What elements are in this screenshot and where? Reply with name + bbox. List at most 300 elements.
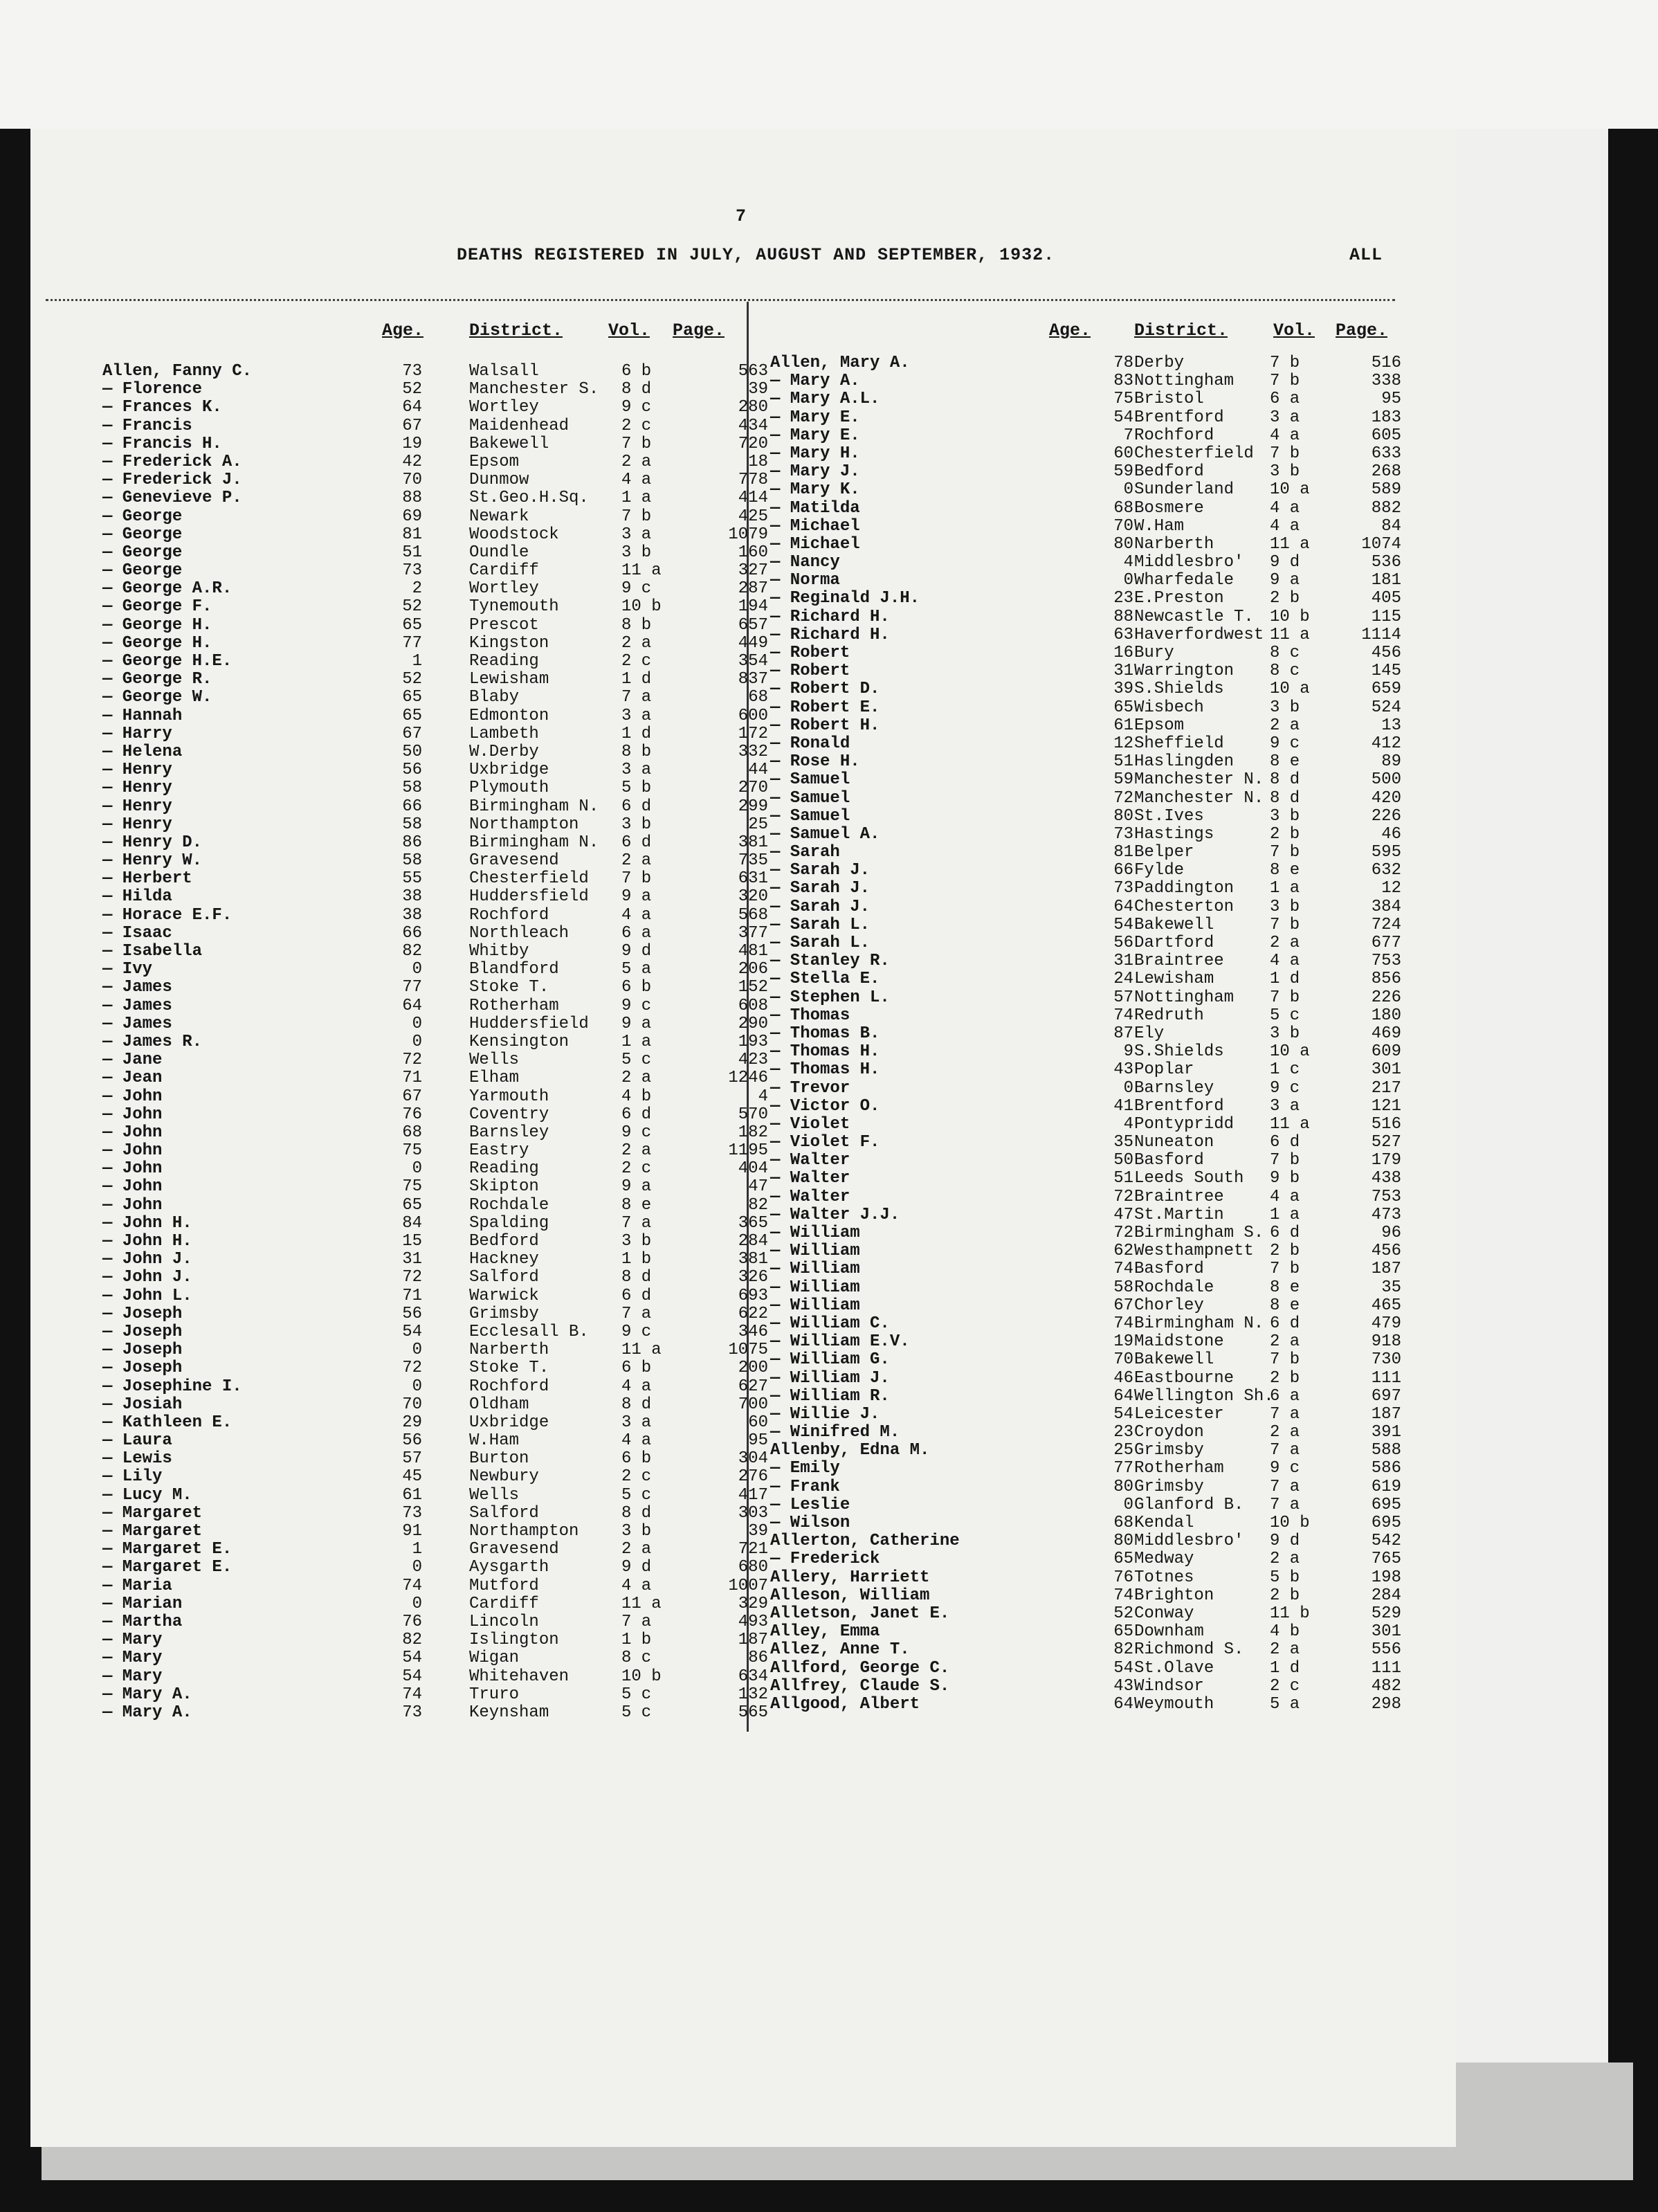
entry-district: Paddington xyxy=(1134,879,1235,898)
entry-name: — Walter xyxy=(770,1187,850,1206)
entry-name: — Frances K. xyxy=(102,398,222,417)
entry-name: — John xyxy=(102,1195,163,1215)
entry-age: 77 xyxy=(402,978,422,997)
entry-district: Poplar xyxy=(1134,1060,1194,1080)
entry-name: Allford, George C. xyxy=(770,1658,950,1678)
entry-volume: 11 a xyxy=(621,1341,662,1360)
entry-name: — Matilda xyxy=(770,498,860,518)
entry-district: Grimsby xyxy=(1134,1477,1204,1496)
entry-name: — Robert E. xyxy=(770,698,880,717)
entry-age: 0 xyxy=(1123,1495,1133,1514)
entry-volume: 9 a xyxy=(621,887,652,907)
entry-name: Alleson, William xyxy=(770,1586,930,1605)
entry-page: 449 xyxy=(738,633,768,653)
entry-page: 695 xyxy=(1371,1514,1401,1532)
page-number: 7 xyxy=(736,206,747,226)
entry-page: 438 xyxy=(1371,1169,1401,1188)
entry-volume: 1 d xyxy=(1270,970,1300,989)
entry-district: Blandford xyxy=(469,960,559,979)
entry-age: 54 xyxy=(1113,408,1133,427)
entry-volume: 9 d xyxy=(621,942,652,961)
entry-district: Maidstone xyxy=(1134,1332,1224,1352)
entry-volume: 6 b xyxy=(621,1449,652,1469)
entry-volume: 7 a xyxy=(621,688,652,707)
entry-volume: 2 c xyxy=(1270,1676,1300,1696)
entry-age: 0 xyxy=(412,1341,422,1360)
entry-age: 81 xyxy=(1113,843,1133,862)
entry-page: 39 xyxy=(748,380,768,399)
entry-district: Wharfedale xyxy=(1134,571,1235,590)
entry-name: — William xyxy=(770,1242,860,1261)
entry-page: 181 xyxy=(1371,571,1401,590)
entry-volume: 11 a xyxy=(1270,625,1310,644)
entry-district: Derby xyxy=(1134,354,1185,372)
entry-page: 365 xyxy=(738,1213,768,1233)
entry-age: 55 xyxy=(402,869,422,889)
entry-age: 82 xyxy=(402,942,422,961)
entry-name: — Wilson xyxy=(770,1514,850,1532)
entry-name: — Joseph xyxy=(102,1341,183,1360)
entry-name: — Maria xyxy=(102,1576,172,1595)
entry-age: 80 xyxy=(1113,1532,1133,1551)
entry-age: 73 xyxy=(1113,879,1133,898)
entry-volume: 6 d xyxy=(1270,1133,1300,1152)
entry-age: 67 xyxy=(402,416,422,435)
entry-district: Reading xyxy=(469,652,539,671)
entry-name: — John H. xyxy=(102,1232,192,1251)
entry-age: 62 xyxy=(1113,1242,1133,1261)
entry-name: — Emily xyxy=(770,1459,840,1478)
entry-district: E.Preston xyxy=(1134,589,1224,608)
entry-volume: 5 a xyxy=(1270,1694,1300,1714)
entry-district: Bakewell xyxy=(1134,915,1214,934)
entry-page: 187 xyxy=(738,1631,768,1650)
entry-age: 56 xyxy=(402,1304,422,1323)
entry-age: 77 xyxy=(1113,1459,1133,1478)
entry-page: 182 xyxy=(738,1123,768,1142)
entry-district: Wells xyxy=(469,1485,520,1505)
entry-district: Ecclesall B. xyxy=(469,1322,589,1341)
entry-name: — Henry D. xyxy=(102,833,203,852)
entry-age: 15 xyxy=(402,1232,422,1251)
entry-volume: 8 e xyxy=(1270,752,1300,772)
entry-name: — Frederick J. xyxy=(102,471,242,490)
entry-district: Birmingham N. xyxy=(1134,1314,1264,1333)
entry-district: Gravesend xyxy=(469,851,559,871)
entry-page: 529 xyxy=(1371,1604,1401,1623)
entry-name: — Jean xyxy=(102,1069,163,1088)
entry-volume: 9 b xyxy=(1270,1169,1300,1188)
entry-district: Haverfordwest xyxy=(1134,625,1264,644)
entry-age: 75 xyxy=(402,1141,422,1161)
entry-age: 25 xyxy=(1113,1441,1133,1460)
section-label: ALL xyxy=(1349,245,1383,265)
entry-volume: 7 a xyxy=(1270,1477,1300,1496)
entry-volume: 7 b xyxy=(1270,915,1300,934)
entry-name: — Helena xyxy=(102,742,183,761)
entry-district: Bedford xyxy=(469,1232,539,1251)
entry-volume: 7 b xyxy=(1270,444,1300,463)
entry-age: 64 xyxy=(1113,1386,1133,1406)
left-vol-header: Vol. xyxy=(608,320,650,341)
entry-name: — Joseph xyxy=(102,1359,183,1378)
entry-age: 59 xyxy=(1113,462,1133,482)
entry-name: — Winifred M. xyxy=(770,1423,900,1442)
entry-page: 423 xyxy=(738,1051,768,1070)
entry-age: 58 xyxy=(402,779,422,798)
entry-age: 1 xyxy=(412,1540,422,1559)
entry-page: 121 xyxy=(1371,1096,1401,1116)
entry-district: Stoke T. xyxy=(469,978,549,997)
entry-name: — Lewis xyxy=(102,1449,172,1469)
entry-page: 412 xyxy=(1371,734,1401,753)
entry-volume: 7 a xyxy=(1270,1441,1300,1460)
entry-age: 73 xyxy=(1113,824,1133,844)
entry-age: 2 xyxy=(412,579,422,599)
entry-page: 35 xyxy=(1381,1278,1401,1297)
entry-volume: 9 c xyxy=(1270,1459,1300,1478)
entry-age: 66 xyxy=(1113,861,1133,880)
entry-name: — Henry xyxy=(102,761,172,780)
entry-name: — Isabella xyxy=(102,942,203,961)
entry-district: Coventry xyxy=(469,1105,549,1124)
entry-page: 556 xyxy=(1371,1640,1401,1660)
entry-district: Nuneaton xyxy=(1134,1133,1214,1152)
entry-page: 172 xyxy=(738,724,768,743)
right-vol-header: Vol. xyxy=(1273,320,1315,341)
entry-age: 51 xyxy=(1113,752,1133,772)
entry-volume: 3 b xyxy=(621,543,652,562)
entry-district: Bakewell xyxy=(469,434,549,453)
entry-page: 60 xyxy=(748,1413,768,1432)
entry-age: 74 xyxy=(1113,1314,1133,1333)
entry-page: 778 xyxy=(738,471,768,490)
entry-age: 77 xyxy=(402,633,422,653)
entry-page: 605 xyxy=(1371,426,1401,445)
entry-name: — Lily xyxy=(102,1467,163,1487)
entry-district: Oldham xyxy=(469,1395,529,1414)
entry-volume: 7 a xyxy=(1270,1495,1300,1514)
entry-name: — Trevor xyxy=(770,1078,850,1098)
entry-age: 65 xyxy=(402,1195,422,1215)
entry-district: St.Olave xyxy=(1134,1658,1214,1678)
entry-name: — Mary A. xyxy=(102,1703,192,1722)
entry-name: — Michael xyxy=(770,534,860,554)
entry-name: — Martha xyxy=(102,1612,183,1631)
scan-margin-top xyxy=(0,0,1658,129)
entry-district: Plymouth xyxy=(469,779,549,798)
entry-district: Glanford B. xyxy=(1134,1495,1244,1514)
entry-volume: 11 a xyxy=(621,1594,662,1613)
entry-name: — Horace E.F. xyxy=(102,905,233,925)
entry-age: 73 xyxy=(402,561,422,581)
entry-name: — Leslie xyxy=(770,1495,850,1514)
entry-page: 301 xyxy=(1371,1622,1401,1642)
entry-district: Warwick xyxy=(469,1286,539,1305)
entry-age: 19 xyxy=(402,434,422,453)
entry-volume: 4 b xyxy=(621,1087,652,1106)
entry-age: 72 xyxy=(1113,1224,1133,1242)
entry-name: — Victor O. xyxy=(770,1096,880,1116)
entry-age: 54 xyxy=(1113,1404,1133,1424)
entry-district: Rotherham xyxy=(469,996,559,1015)
entry-name: — George xyxy=(102,525,183,544)
entry-name: — Robert H. xyxy=(770,716,880,735)
entry-page: 765 xyxy=(1371,1550,1401,1569)
entry-volume: 8 e xyxy=(1270,1296,1300,1315)
entry-age: 0 xyxy=(412,1014,422,1033)
entry-page: 608 xyxy=(738,996,768,1015)
entry-volume: 9 a xyxy=(621,1177,652,1197)
entry-age: 65 xyxy=(402,615,422,635)
entry-district: Nottingham xyxy=(1134,988,1235,1007)
entry-page: 657 xyxy=(738,615,768,635)
entry-volume: 7 b xyxy=(1270,372,1300,391)
entry-page: 226 xyxy=(1371,988,1401,1007)
entry-age: 38 xyxy=(402,905,422,925)
entry-district: Wells xyxy=(469,1051,520,1070)
entry-page: 95 xyxy=(748,1431,768,1451)
entry-district: Eastbourne xyxy=(1134,1368,1235,1388)
entry-age: 35 xyxy=(1113,1133,1133,1152)
entry-volume: 9 d xyxy=(1270,553,1300,572)
entry-name: — Mary H. xyxy=(770,444,860,463)
entry-name: — George F. xyxy=(102,597,212,617)
entry-name: — William R. xyxy=(770,1386,890,1406)
entry-district: Braintree xyxy=(1134,1187,1224,1206)
entry-age: 74 xyxy=(1113,1006,1133,1025)
entry-name: — James xyxy=(102,978,172,997)
entry-volume: 3 b xyxy=(1270,897,1300,916)
entry-page: 384 xyxy=(1371,897,1401,916)
entry-name: — Rose H. xyxy=(770,752,860,772)
entry-age: 68 xyxy=(1113,1514,1133,1532)
entry-volume: 1 d xyxy=(1270,1658,1300,1678)
entry-age: 0 xyxy=(412,1159,422,1179)
entry-page: 89 xyxy=(1381,752,1401,772)
entry-district: Spalding xyxy=(469,1213,549,1233)
entry-age: 73 xyxy=(402,1503,422,1523)
entry-district: Ely xyxy=(1134,1024,1165,1043)
entry-district: Basford xyxy=(1134,1260,1204,1279)
entry-page: 217 xyxy=(1371,1078,1401,1098)
entry-district: Epsom xyxy=(1134,716,1185,735)
entry-district: Skipton xyxy=(469,1177,539,1197)
entry-name: Allery, Harriett xyxy=(770,1568,930,1587)
entry-name: — James xyxy=(102,1014,172,1033)
entry-volume: 9 c xyxy=(1270,1078,1300,1098)
entry-name: — John xyxy=(102,1141,163,1161)
entry-name: Allen, Fanny C. xyxy=(102,362,253,381)
entry-page: 1074 xyxy=(1361,534,1401,554)
entry-volume: 3 a xyxy=(1270,1096,1300,1116)
entry-district: Barnsley xyxy=(1134,1078,1214,1098)
entry-page: 1079 xyxy=(728,525,768,544)
entry-age: 74 xyxy=(1113,1586,1133,1605)
entry-page: 284 xyxy=(738,1232,768,1251)
entry-age: 52 xyxy=(1113,1604,1133,1623)
entry-volume: 5 c xyxy=(621,1703,652,1722)
entry-name: — Mary A. xyxy=(770,372,860,391)
entry-page: 634 xyxy=(738,1667,768,1686)
scan-margin-right xyxy=(1456,129,1608,2147)
entry-age: 54 xyxy=(1113,915,1133,934)
entry-age: 51 xyxy=(402,543,422,562)
entry-volume: 3 a xyxy=(621,525,652,544)
entry-district: Manchester S. xyxy=(469,380,599,399)
page-title: DEATHS REGISTERED IN JULY, AUGUST AND SEPTEMBER, 1932. xyxy=(457,245,1055,265)
entry-page: 96 xyxy=(1381,1224,1401,1242)
entry-name: — Walter J.J. xyxy=(770,1205,900,1224)
entry-page: 417 xyxy=(738,1485,768,1505)
entry-page: 589 xyxy=(1371,480,1401,500)
entry-volume: 8 d xyxy=(621,1503,652,1523)
entry-page: 918 xyxy=(1371,1332,1401,1352)
entry-volume: 10 b xyxy=(1270,607,1310,626)
entry-volume: 10 a xyxy=(1270,680,1310,699)
entry-volume: 1 b xyxy=(621,1631,652,1650)
entry-volume: 8 c xyxy=(621,1649,652,1668)
entry-page: 13 xyxy=(1381,716,1401,735)
entry-name: — Ivy xyxy=(102,960,153,979)
entry-district: Wisbech xyxy=(1134,698,1204,717)
entry-volume: 7 b xyxy=(1270,843,1300,862)
entry-page: 200 xyxy=(738,1359,768,1378)
entry-volume: 5 c xyxy=(1270,1006,1300,1025)
entry-district: Reading xyxy=(469,1159,539,1179)
entry-page: 753 xyxy=(1371,1187,1401,1206)
entry-name: — Thomas H. xyxy=(770,1042,880,1062)
entry-district: Leicester xyxy=(1134,1404,1224,1424)
entry-age: 58 xyxy=(402,851,422,871)
entry-page: 377 xyxy=(738,923,768,943)
entry-page: 304 xyxy=(738,1449,768,1469)
entry-page: 12 xyxy=(1381,879,1401,898)
entry-district: Windsor xyxy=(1134,1676,1204,1696)
entry-age: 66 xyxy=(402,797,422,816)
entry-name: — Margaret xyxy=(102,1522,203,1541)
entry-district: Newcastle T. xyxy=(1134,607,1254,626)
entry-district: Nottingham xyxy=(1134,372,1235,391)
entry-district: Wigan xyxy=(469,1649,520,1668)
entry-volume: 7 b xyxy=(1270,988,1300,1007)
entry-name: — Samuel xyxy=(770,770,850,790)
entry-age: 73 xyxy=(402,1703,422,1722)
entry-age: 66 xyxy=(402,923,422,943)
entry-name: — Richard H. xyxy=(770,607,890,626)
entry-district: Northleach xyxy=(469,923,570,943)
entry-volume: 2 a xyxy=(1270,1423,1300,1442)
entry-page: 536 xyxy=(1371,553,1401,572)
entry-name: — Robert D. xyxy=(770,680,880,699)
entry-district: Epsom xyxy=(469,452,520,471)
entry-name: — Herbert xyxy=(102,869,192,889)
entry-district: Kingston xyxy=(469,633,549,653)
entry-page: 206 xyxy=(738,960,768,979)
entry-age: 80 xyxy=(1113,1477,1133,1496)
entry-name: — Walter xyxy=(770,1169,850,1188)
entry-name: — Mary xyxy=(102,1649,163,1668)
entry-volume: 3 b xyxy=(1270,698,1300,717)
entry-page: 659 xyxy=(1371,680,1401,699)
entry-name: — Mary A. xyxy=(102,1685,192,1704)
entry-page: 82 xyxy=(748,1195,768,1215)
entry-page: 346 xyxy=(738,1322,768,1341)
entry-age: 67 xyxy=(1113,1296,1133,1315)
entry-age: 61 xyxy=(402,1485,422,1505)
entry-volume: 2 a xyxy=(1270,1550,1300,1569)
entry-page: 1114 xyxy=(1361,625,1401,644)
entry-page: 115 xyxy=(1371,607,1401,626)
entry-age: 46 xyxy=(1113,1368,1133,1388)
entry-page: 730 xyxy=(1371,1350,1401,1370)
entry-age: 4 xyxy=(1123,1114,1133,1134)
entry-age: 72 xyxy=(402,1051,422,1070)
entry-name: — Sarah J. xyxy=(770,879,871,898)
entry-district: Brentford xyxy=(1134,1096,1224,1116)
entry-page: 391 xyxy=(1371,1423,1401,1442)
entry-district: Conway xyxy=(1134,1604,1194,1623)
entry-age: 64 xyxy=(1113,1694,1133,1714)
entry-district: Redruth xyxy=(1134,1006,1204,1025)
entry-name: Allfrey, Claude S. xyxy=(770,1676,950,1696)
entry-district: Huddersfield xyxy=(469,887,589,907)
entry-age: 61 xyxy=(1113,716,1133,735)
entry-page: 527 xyxy=(1371,1133,1401,1152)
entry-district: Newark xyxy=(469,507,529,526)
entry-page: 595 xyxy=(1371,843,1401,862)
entry-name: — Richard H. xyxy=(770,625,890,644)
entry-page: 516 xyxy=(1371,1114,1401,1134)
entry-district: Wellington Sh. xyxy=(1134,1386,1274,1406)
entry-district: Maidenhead xyxy=(469,416,570,435)
entry-name: — Laura xyxy=(102,1431,172,1451)
entry-volume: 8 e xyxy=(1270,861,1300,880)
entry-age: 64 xyxy=(1113,897,1133,916)
entry-name: Alley, Emma xyxy=(770,1622,880,1642)
entry-page: 187 xyxy=(1371,1404,1401,1424)
entry-volume: 7 b xyxy=(1270,354,1300,372)
left-district-header: District. xyxy=(469,320,563,341)
entry-volume: 7 a xyxy=(621,1304,652,1323)
entry-age: 64 xyxy=(402,398,422,417)
entry-name: — Robert xyxy=(770,644,850,662)
entry-district: Lewisham xyxy=(469,670,549,689)
entry-name: — Marian xyxy=(102,1594,183,1613)
entry-page: 456 xyxy=(1371,1242,1401,1261)
entry-name: — Henry W. xyxy=(102,851,203,871)
entry-volume: 6 b xyxy=(621,362,652,381)
entry-district: Brighton xyxy=(1134,1586,1214,1605)
entry-age: 81 xyxy=(402,525,422,544)
entry-name: — John L. xyxy=(102,1286,192,1305)
entry-volume: 6 a xyxy=(1270,1386,1300,1406)
entry-volume: 3 a xyxy=(1270,408,1300,427)
entry-volume: 1 a xyxy=(621,1032,652,1051)
entry-name: — Stella E. xyxy=(770,970,880,989)
entry-name: — George H.E. xyxy=(102,652,233,671)
entry-name: — William xyxy=(770,1224,860,1242)
entry-district: Wortley xyxy=(469,579,539,599)
entry-volume: 2 a xyxy=(1270,934,1300,952)
entry-page: 700 xyxy=(738,1395,768,1414)
entry-age: 23 xyxy=(1113,1423,1133,1442)
entry-district: W.Ham xyxy=(469,1431,520,1451)
entry-district: Rochford xyxy=(469,1377,549,1396)
entry-district: Rochford xyxy=(469,905,549,925)
entry-district: Aysgarth xyxy=(469,1558,549,1577)
entry-name: — Sarah J. xyxy=(770,897,871,916)
